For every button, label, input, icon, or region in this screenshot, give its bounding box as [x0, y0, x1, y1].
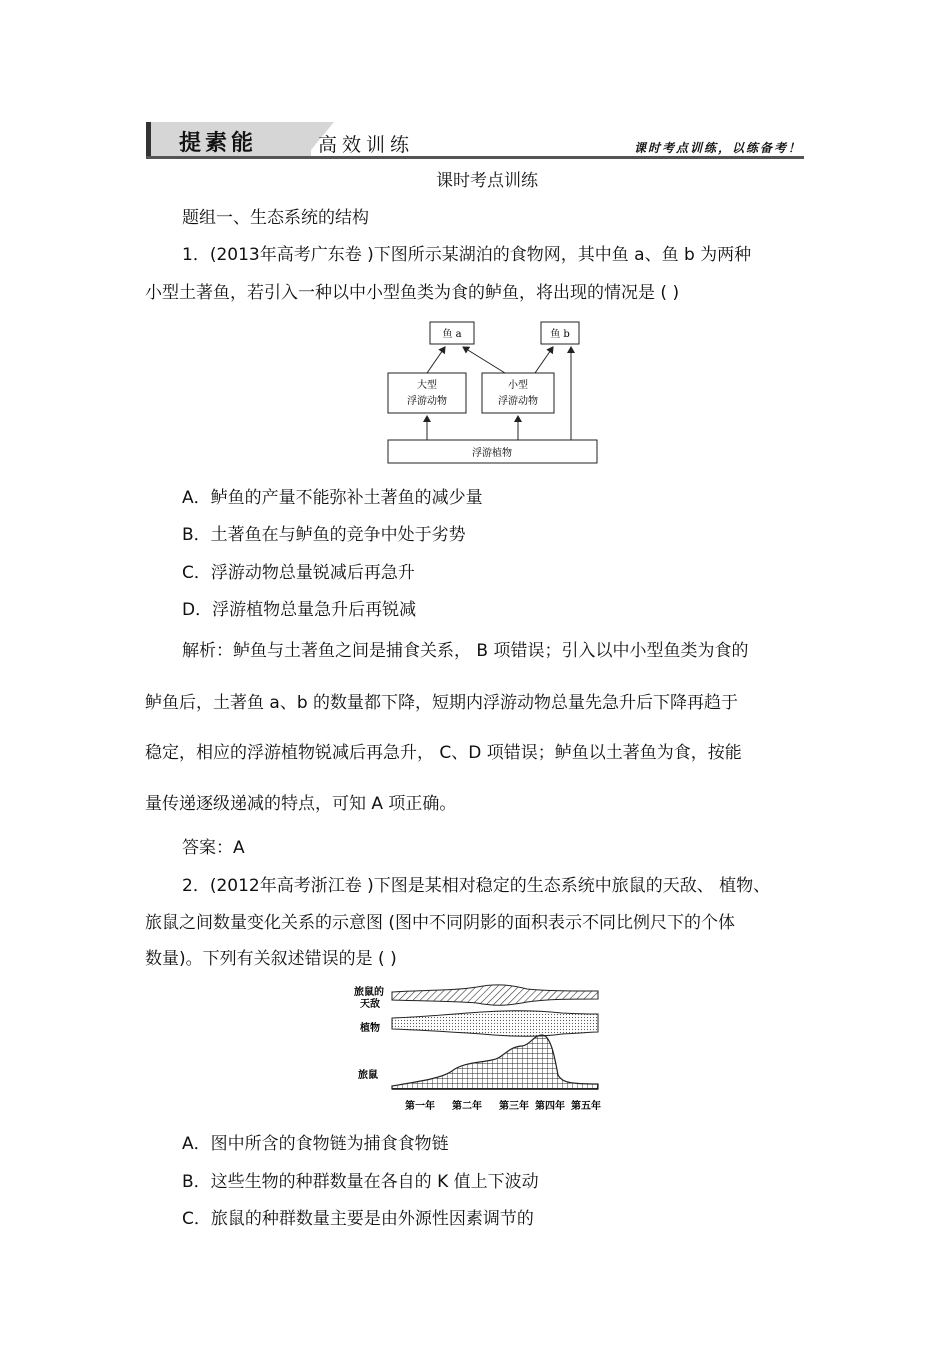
year-3: 第三年: [499, 1101, 529, 1112]
q2-option-c: C．旅鼠的种群数量主要是由外源性因素调节的: [182, 1209, 534, 1229]
header-slogan: 课时考点训练，以练备考！: [633, 141, 802, 155]
year-1: 第一年: [405, 1101, 435, 1112]
q1-analysis-line2: 鲈鱼后，土著鱼 a、b 的数量都下降，短期内浮游动物总量先急升后下降再趋于: [145, 693, 739, 713]
q1-food-web-figure: [385, 318, 601, 468]
large-zooplankton-box: [388, 373, 466, 413]
year-2: 第二年: [452, 1101, 482, 1112]
q1-option-c: C．浮游动物总量锐减后再急升: [182, 563, 415, 583]
q1-analysis-line4: 量传递逐级递减的特点，可知 A 项正确。: [145, 794, 457, 814]
q1-answer: 答案：A: [182, 838, 245, 858]
fish-a-label: 鱼 a: [442, 329, 462, 340]
group-title: 题组一、生态系统的结构: [182, 208, 369, 228]
arrow-large-to-fish-a: [427, 347, 445, 373]
arrow-small-to-fish-a: [463, 347, 505, 373]
q2-stem-line1: 2．(2012年高考浙江卷 )下图是某相对稳定的生态系统中旅鼠的天敌、 植物、: [182, 876, 771, 896]
header-brand: 提素能: [179, 130, 258, 156]
label-predator-1: 旅鼠的: [354, 987, 384, 998]
small-zooplankton-label-2: 浮游动物: [498, 396, 538, 407]
fish-b-label: 鱼 b: [550, 329, 570, 340]
arrow-small-to-fish-b: [535, 347, 553, 373]
label-predator-2: 天敌: [360, 999, 380, 1010]
q1-stem-line1: 1．(2013年高考广东卷 )下图所示某湖泊的食物网，其中鱼 a、鱼 b 为两种: [182, 245, 752, 265]
header-band: [146, 122, 804, 158]
large-zooplankton-label-2: 浮游动物: [407, 396, 447, 407]
label-plant: 植物: [360, 1023, 380, 1034]
predator-population-band: [392, 985, 598, 1005]
q2-stem-line3: 数量)。下列有关叙述错误的是 ( ): [145, 949, 397, 969]
q1-option-b: B．土著鱼在与鲈鱼的竞争中处于劣势: [182, 525, 466, 545]
q2-option-a: A．图中所含的食物链为捕食食物链: [182, 1134, 449, 1154]
q1-analysis-line3: 稳定，相应的浮游植物锐减后再急升， C、D 项错误；鲈鱼以土著鱼为食，按能: [145, 743, 742, 763]
q2-option-b: B．这些生物的种群数量在各自的 K 值上下波动: [182, 1172, 539, 1192]
section-title: 课时考点训练: [436, 171, 538, 191]
small-zooplankton-box: [482, 373, 554, 413]
year-4: 第四年: [535, 1101, 565, 1112]
q1-stem-line2: 小型土著鱼，若引入一种以中小型鱼类为食的鲈鱼，将出现的情况是 ( ): [145, 283, 680, 303]
phytoplankton-label: 浮游植物: [472, 448, 512, 459]
small-zooplankton-label-1: 小型: [508, 380, 528, 391]
q1-analysis-line1: 解析：鲈鱼与土著鱼之间是捕食关系， B 项错误；引入以中小型鱼类为食的: [182, 641, 749, 661]
q1-option-a: A．鲈鱼的产量不能弥补土著鱼的减少量: [182, 488, 483, 508]
plant-population-band: [392, 1011, 598, 1036]
q2-stem-line2: 旅鼠之间数量变化关系的示意图 (图中不同阴影的面积表示不同比例尺下的个体: [145, 913, 736, 933]
q1-option-d: D．浮游植物总量急升后再锐减: [182, 600, 417, 620]
q2-population-figure: [352, 983, 612, 1115]
label-lemming: 旅鼠: [358, 1070, 378, 1081]
lemming-population-area: [392, 1035, 598, 1089]
year-5: 第五年: [571, 1101, 601, 1112]
large-zooplankton-label-1: 大型: [417, 380, 437, 391]
header-subtitle: 高效训练: [318, 134, 415, 156]
